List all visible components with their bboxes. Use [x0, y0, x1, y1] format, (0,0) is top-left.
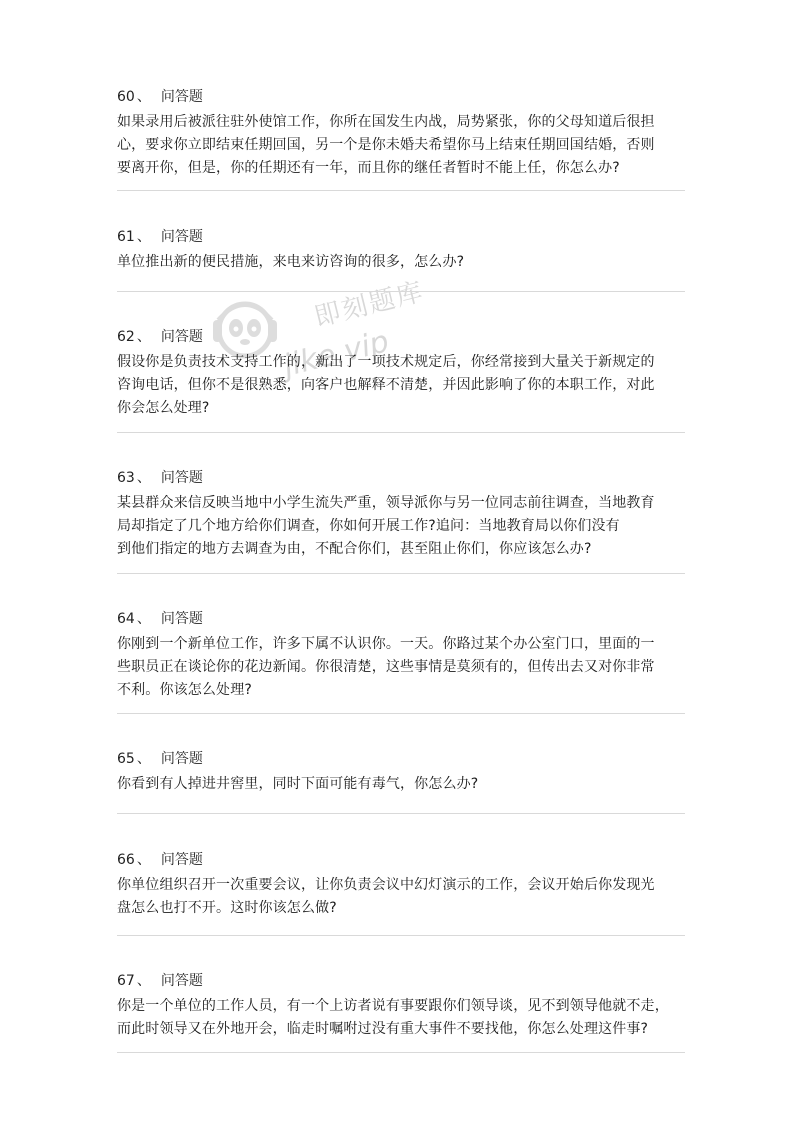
- question-text: [117, 995, 685, 1041]
- question-line: 局却指定了几个地方给你们调查，你如何开展工作?追问：当地教育局以你们没有: [117, 518, 620, 534]
- question-text: [117, 492, 685, 561]
- question-separator: 、: [136, 470, 151, 486]
- question-separator: 、: [136, 229, 151, 245]
- question-line: 而此时领导又在外地开会，临走时嘱咐过没有重大事件不要找他，你怎么处理这件事?: [117, 1021, 649, 1037]
- question-separator: 、: [136, 89, 151, 105]
- divider: [117, 432, 685, 433]
- question-text: [117, 773, 685, 796]
- question-header: [117, 750, 685, 768]
- question-line: 你单位组织召开一次重要会议，让你负责会议中幻灯演示的工作，会议开始后你发现光: [117, 877, 655, 893]
- question-separator: 、: [136, 973, 151, 989]
- question-line: 你会怎么处理?: [117, 400, 210, 416]
- question-number: 66: [117, 852, 135, 868]
- question-header: [117, 88, 685, 106]
- question-number: 63: [117, 470, 135, 486]
- question-type: 问答题: [160, 229, 203, 245]
- question-line: 咨询电话，但你不是很熟悉，向客户也解释不清楚，并因此影响了你的本职工作，对此: [117, 377, 655, 393]
- question-header: [117, 851, 685, 869]
- divider: [117, 291, 685, 292]
- question-line: 些职员正在谈论你的花边新闻。你很清楚，这些事情是莫须有的，但传出去又对你非常: [117, 659, 655, 675]
- question-type: 问答题: [160, 611, 203, 627]
- question-line: 某县群众来信反映当地中小学生流失严重，领导派你与另一位同志前往调查，当地教育: [117, 495, 655, 511]
- question-block-63: [117, 469, 685, 561]
- question-text: [117, 633, 685, 702]
- divider: [117, 190, 685, 191]
- question-line: 心，要求你立即结束任期回国，另一个是你未婚夫希望你马上结束任期回国结婚，否则: [117, 137, 655, 153]
- question-number: 64: [117, 611, 135, 627]
- question-separator: 、: [136, 751, 151, 767]
- question-type: 问答题: [160, 973, 203, 989]
- question-line: 盘怎么也打不开。这时你该怎么做?: [117, 900, 337, 916]
- question-block-64: [117, 610, 685, 702]
- question-header: [117, 228, 685, 246]
- question-separator: 、: [136, 611, 151, 627]
- question-block-65: [117, 750, 685, 796]
- watermark-brand-cn: 即刻题库: [311, 276, 428, 333]
- question-block-67: [117, 972, 685, 1041]
- question-number: 65: [117, 751, 135, 767]
- question-line: 单位推出新的便民措施，来电来访咨询的很多，怎么办?: [117, 254, 465, 270]
- question-header: [117, 972, 685, 990]
- question-number: 67: [117, 973, 135, 989]
- question-line: 到他们指定的地方去调查为由，不配合你们，甚至阻止你们，你应该怎么办?: [117, 541, 592, 557]
- question-header: [117, 469, 685, 487]
- question-text: [117, 351, 685, 420]
- question-line: 如果录用后被派往驻外使馆工作，你所在国发生内战，局势紧张，你的父母知道后很担: [117, 114, 655, 130]
- question-line: 你是一个单位的工作人员，有一个上访者说有事要跟你们领导谈，见不到领导他就不走，: [117, 998, 669, 1014]
- question-separator: 、: [136, 852, 151, 868]
- question-separator: 、: [136, 329, 151, 345]
- question-line: 假设你是负责技术支持工作的，新出了一项技术规定后，你经常接到大量关于新规定的: [117, 354, 655, 370]
- question-header: [117, 328, 685, 346]
- question-type: 问答题: [160, 329, 203, 345]
- question-number: 62: [117, 329, 135, 345]
- question-number: 60: [117, 89, 135, 105]
- question-type: 问答题: [160, 89, 203, 105]
- divider: [117, 713, 685, 714]
- question-block-60: [117, 88, 685, 180]
- question-line: 你看到有人掉进井窖里，同时下面可能有毒气，你怎么办?: [117, 776, 479, 792]
- watermark-brand-url: jike.vip: [280, 324, 393, 384]
- divider: [117, 1052, 685, 1053]
- question-line: 不利。你该怎么处理?: [117, 682, 252, 698]
- question-type: 问答题: [160, 470, 203, 486]
- question-line: 你刚到一个新单位工作，许多下属不认识你。一天。你路过某个办公室门口，里面的一: [117, 636, 655, 652]
- question-number: 61: [117, 229, 135, 245]
- question-type: 问答题: [160, 751, 203, 767]
- question-text: [117, 874, 685, 920]
- divider: [117, 813, 685, 814]
- question-text: [117, 251, 685, 274]
- question-block-62: [117, 328, 685, 420]
- divider: [117, 935, 685, 936]
- question-header: [117, 610, 685, 628]
- question-block-61: [117, 228, 685, 274]
- question-line: 要离开你，但是，你的任期还有一年，而且你的继任者暂时不能上任，你怎么办?: [117, 160, 620, 176]
- question-text: [117, 111, 685, 180]
- divider: [117, 573, 685, 574]
- question-type: 问答题: [160, 852, 203, 868]
- question-block-66: [117, 851, 685, 920]
